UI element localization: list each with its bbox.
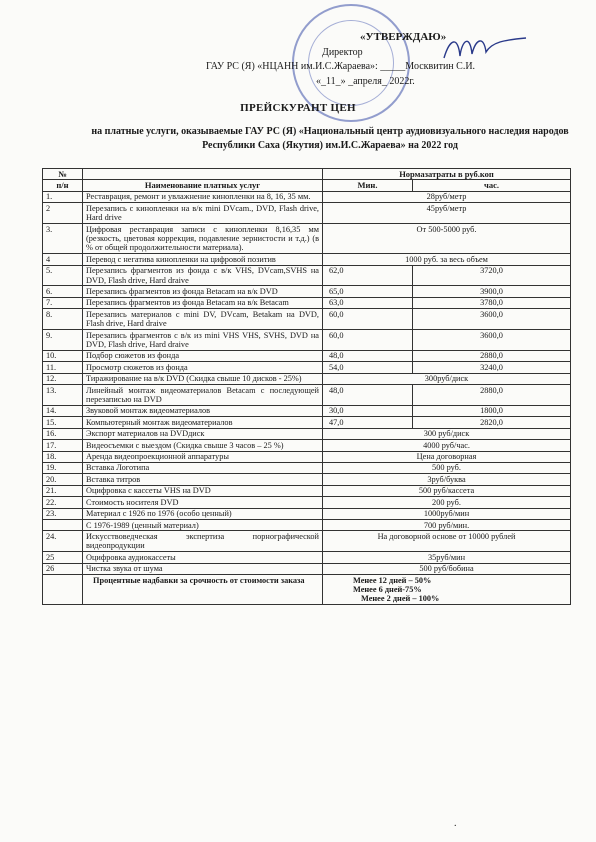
table-row (43, 297, 571, 308)
row-number: 2 (43, 203, 83, 224)
price-value: 500 руб. (323, 462, 571, 473)
service-name: Просмотр сюжетов из фонда (83, 362, 323, 373)
table-row (43, 373, 571, 384)
price-value: 1000 руб. за весь объем (323, 254, 571, 265)
price-value: 500 руб/бобина (323, 563, 571, 574)
row-number: 7. (43, 297, 83, 308)
row-number: 4 (43, 254, 83, 265)
price-value: 4000 руб/час. (323, 440, 571, 451)
price-per-hour: 1800,0 (413, 405, 571, 416)
table-row (43, 286, 571, 297)
header-empty (83, 169, 323, 180)
service-name: Перезапись фрагментов из фонда с в/к VHS, DVcam,SVHS на DVD, Flash drive, Hard draive (83, 265, 323, 286)
price-per-minute: 62,0 (323, 265, 413, 286)
row-number: 8. (43, 309, 83, 330)
table-row (43, 203, 571, 224)
header-service-name: Наименование платных услуг (83, 180, 323, 191)
service-name: Тиражирование на в/к DVD (Скидка свыше 10 дисков - 25%) (83, 373, 323, 384)
surcharge-line: Менее 6 дней-75% (353, 584, 422, 594)
surcharge-line: Менее 2 дней – 100% (361, 594, 440, 604)
service-name: Вставка титров (83, 474, 323, 485)
table-row (43, 428, 571, 439)
position-label: Директор (322, 47, 363, 58)
header-min: Мин. (323, 180, 413, 191)
price-per-hour: 3720,0 (413, 265, 571, 286)
price-table (42, 168, 571, 605)
table-row (43, 474, 571, 485)
price-value: 45руб/метр (323, 203, 571, 224)
service-name: Аренда видеопроекционной аппаратуры (83, 451, 323, 462)
price-per-hour: 2820,0 (413, 417, 571, 428)
table-row (43, 254, 571, 265)
service-name: Перевод с негатива кинопленки на цифровой позитив (83, 254, 323, 265)
service-name: Цифровая реставрация записи с кинопленки 8,16,35 мм (резкость, цветовая коррекция, подавление зернистости и т.д.) (в % от общей продолжительности материала). (83, 224, 323, 254)
document-subtitle: на платные услуги, оказываемые ГАУ РС (Я) «Национальный центр аудиовизуального наследия народов Республики Саха (Якутия) им.И.С.Жараева» на 2022 год (91, 126, 569, 151)
service-name: Компьютерный монтаж видеоматериалов (83, 417, 323, 428)
price-per-minute: 60,0 (323, 309, 413, 330)
service-name: Оцифровка аудиокассеты (83, 552, 323, 563)
service-name: Линейный монтаж видеоматериалов Betacam с последующей перезаписью на DVD (83, 385, 323, 406)
table-row (43, 497, 571, 508)
row-number: 19. (43, 462, 83, 473)
price-per-hour: 2880,0 (413, 385, 571, 406)
service-name: Процентные надбавки за срочность от стоимости заказа (83, 575, 323, 605)
service-name: Перезапись с кинопленки на в/к mini DVcam., DVD, Flash drive, Hard drive (83, 203, 323, 224)
table-row-footer (43, 575, 571, 605)
price-per-minute: 47,0 (323, 417, 413, 428)
table-row (43, 309, 571, 330)
price-per-hour: 3780,0 (413, 297, 571, 308)
price-per-minute: 30,0 (323, 405, 413, 416)
table-row (43, 485, 571, 496)
service-name: Перезапись материалов с mini DV, DVcam, Betakam на DVD, Flash drive, Hard draive (83, 309, 323, 330)
service-name: Перезапись фрагментов из фонда Betacam на в/к Betacam (83, 297, 323, 308)
header-num: № (43, 169, 83, 180)
service-name: Материал с 1926 по 1976 (особо ценный) (83, 508, 323, 519)
service-name: Подбор сюжетов из фонда (83, 350, 323, 361)
row-number: 24. (43, 531, 83, 552)
table-row (43, 520, 571, 531)
row-number: 26 (43, 563, 83, 574)
organization-line: ГАУ РС (Я) «НЦАНН им.И.С.Жараева»: _____Москвитин С.И. (206, 61, 476, 72)
table-row (43, 440, 571, 451)
price-per-hour: 3900,0 (413, 286, 571, 297)
price-value: 300руб/диск (323, 373, 571, 384)
price-per-hour: 2880,0 (413, 350, 571, 361)
row-number: 12. (43, 373, 83, 384)
table-row (43, 350, 571, 361)
price-per-hour: 3240,0 (413, 362, 571, 373)
price-value: Цена договорная (323, 451, 571, 462)
price-value: 28руб/метр (323, 191, 571, 202)
header-hour: час. (413, 180, 571, 191)
table-row (43, 191, 571, 202)
service-name: С 1976-1989 (ценный материал) (83, 520, 323, 531)
table-row (43, 417, 571, 428)
table-row (43, 531, 571, 552)
price-per-minute: 63,0 (323, 297, 413, 308)
header-num-sub: п/н (43, 180, 83, 191)
table-row (43, 508, 571, 519)
service-name: Звуковой монтаж видеоматериалов (83, 405, 323, 416)
service-name: Вставка Логотипа (83, 462, 323, 473)
price-value: 200 руб. (323, 497, 571, 508)
table-row (43, 405, 571, 416)
table-row (43, 462, 571, 473)
row-number: 21. (43, 485, 83, 496)
service-name: Видеосъемки с выездом (Скидка свыше 3 часов – 25 %) (83, 440, 323, 451)
row-number: 13. (43, 385, 83, 406)
row-number (43, 575, 83, 605)
page-mark: . (454, 818, 457, 829)
approve-label: «УТВЕРЖДАЮ» (360, 31, 447, 43)
service-name: Экспорт материалов на DVDдиск (83, 428, 323, 439)
row-number: 22. (43, 497, 83, 508)
row-number: 25 (43, 552, 83, 563)
price-value: 300 руб/диск (323, 428, 571, 439)
row-number: 16. (43, 428, 83, 439)
row-number: 17. (43, 440, 83, 451)
price-per-minute: 65,0 (323, 286, 413, 297)
price-per-minute: 48,0 (323, 350, 413, 361)
surcharge-line: Менее 12 дней – 50% (353, 575, 432, 585)
service-name: Стоимость носителя DVD (83, 497, 323, 508)
price-value: 500 руб/кассета (323, 485, 571, 496)
table-row (43, 385, 571, 406)
price-per-minute: 54,0 (323, 362, 413, 373)
table-row (43, 265, 571, 286)
row-number: 1. (43, 191, 83, 202)
price-value: От 500-5000 руб. (323, 224, 571, 254)
table-row (43, 552, 571, 563)
service-name: Оцифровка с кассеты VHS на DVD (83, 485, 323, 496)
row-number: 15. (43, 417, 83, 428)
service-name: Чистка звука от шума (83, 563, 323, 574)
service-name: Перезапись фрагментов из фонда Betacam на в/к DVD (83, 286, 323, 297)
row-number: 23. (43, 508, 83, 519)
service-name: Искусствоведческая экспертиза порнографической видеопродукции (83, 531, 323, 552)
price-table-body (43, 191, 571, 574)
table-row (43, 563, 571, 574)
price-per-minute: 60,0 (323, 330, 413, 351)
price-per-hour: 3600,0 (413, 330, 571, 351)
row-number: 6. (43, 286, 83, 297)
row-number: 20. (43, 474, 83, 485)
row-number: 9. (43, 330, 83, 351)
header-cost: Нормазатраты в руб.коп (323, 169, 571, 180)
row-number: 11. (43, 362, 83, 373)
row-number: 3. (43, 224, 83, 254)
table-row (43, 451, 571, 462)
service-name: Реставрация, ремонт и увлажнение кинопленки на 8, 16, 35 мм. (83, 191, 323, 202)
price-value: 700 руб/мин. (323, 520, 571, 531)
document-title: ПРЕЙСКУРАНТ ЦЕН (240, 102, 356, 114)
row-number: 5. (43, 265, 83, 286)
price-per-minute: 48,0 (323, 385, 413, 406)
price-value: 3руб/буква (323, 474, 571, 485)
price-value: 35руб/мин (323, 552, 571, 563)
row-number: 10. (43, 350, 83, 361)
row-number: 14. (43, 405, 83, 416)
table-row (43, 362, 571, 373)
table-row (43, 330, 571, 351)
date-line: «_11_» _апреля_ 2022г. (316, 76, 415, 87)
table-row (43, 224, 571, 254)
price-value: 1000руб/мин (323, 508, 571, 519)
urgency-surcharges (323, 575, 571, 605)
row-number (43, 520, 83, 531)
service-name: Перезапись фрагментов с в/к из mini VHS VHS, SVHS, DVD на DVD, Flash drive, Hard draive (83, 330, 323, 351)
price-value: На договорной основе от 10000 рублей (323, 531, 571, 552)
price-per-hour: 3600,0 (413, 309, 571, 330)
row-number: 18. (43, 451, 83, 462)
